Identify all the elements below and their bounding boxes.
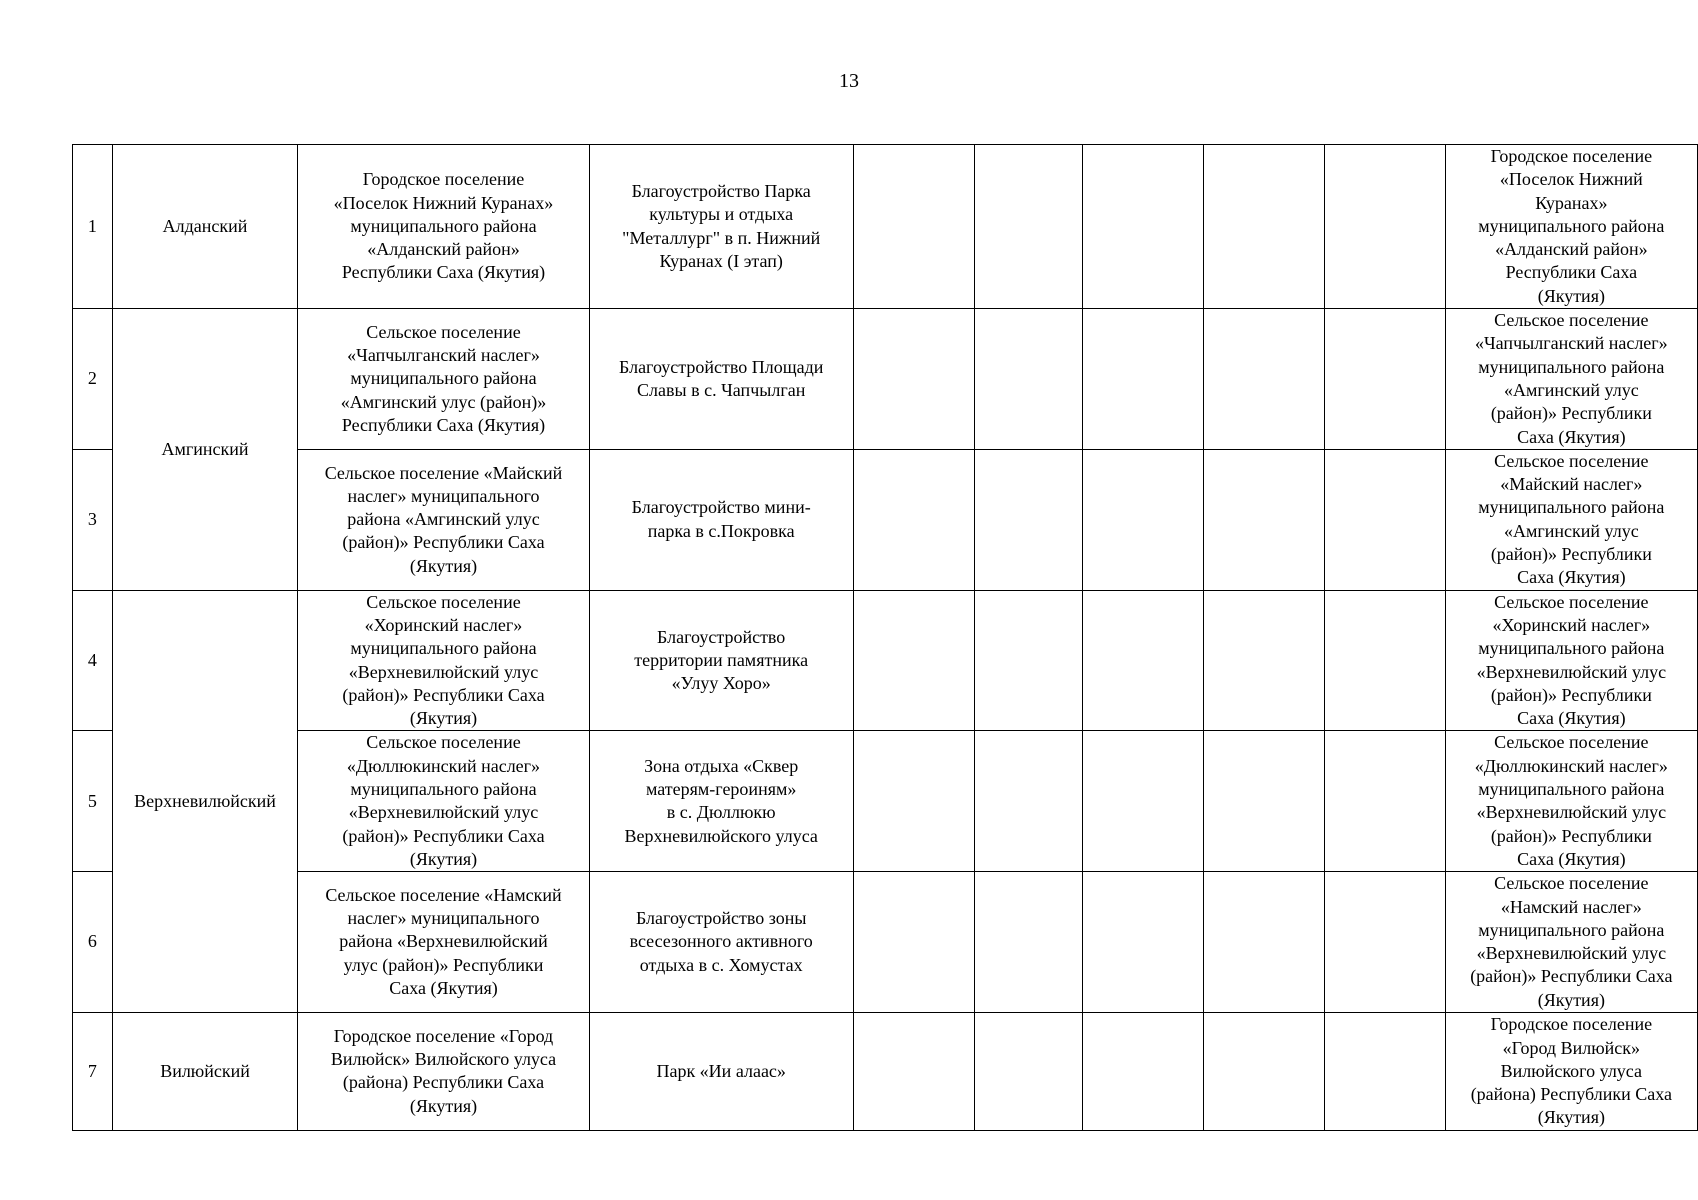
empty-cell	[1204, 1012, 1325, 1130]
executor-cell: Сельское поселение «Намский наслег» муниципального района «Верхневилюйский улус (район)» Республики Саха (Якутия)	[1445, 872, 1697, 1013]
empty-cell	[1324, 731, 1445, 872]
executor-cell: Городское поселение «Город Вилюйск» Вилюйского улуса (района) Республики Саха (Якутия)	[1445, 1012, 1697, 1130]
empty-cell	[975, 590, 1083, 731]
empty-cell	[975, 449, 1083, 590]
empty-cell	[1083, 872, 1204, 1013]
settlement-cell: Городское поселение «Поселок Нижний Куранах» муниципального района «Алданский район» Республики Саха (Якутия)	[298, 145, 589, 309]
table-row	[73, 731, 1698, 872]
empty-cell	[1204, 731, 1325, 872]
empty-cell	[1083, 449, 1204, 590]
empty-cell	[1324, 872, 1445, 1013]
empty-cell	[975, 872, 1083, 1013]
empty-cell	[975, 145, 1083, 309]
table-row	[73, 590, 1698, 731]
executor-cell: Сельское поселение «Чапчылганский наслег» муниципального района «Амгинский улус (район)» Республики Саха (Якутия)	[1445, 309, 1697, 450]
district-cell: Алданский	[112, 145, 298, 309]
empty-cell	[853, 145, 975, 309]
page-number: 13	[839, 70, 859, 92]
project-cell: Благоустройство мини- парка в с.Покровка	[589, 449, 853, 590]
executor-cell: Сельское поселение «Майский наслег» муниципального района «Амгинский улус (район)» Республики Саха (Якутия)	[1445, 449, 1697, 590]
empty-cell	[975, 309, 1083, 450]
settlement-cell: Сельское поселение «Намский наслег» муниципального района «Верхневилюйский улус (район)» Республики Саха (Якутия)	[298, 872, 589, 1013]
district-cell: Верхневилюйский	[112, 590, 298, 1012]
table-row	[73, 145, 1698, 309]
empty-cell	[1324, 309, 1445, 450]
empty-cell	[1204, 449, 1325, 590]
table-row	[73, 449, 1698, 590]
empty-cell	[1204, 590, 1325, 731]
project-cell: Благоустройство Парка культуры и отдыха "Металлург" в п. Нижний Куранах (I этап)	[589, 145, 853, 309]
projects-table	[72, 144, 1698, 1131]
empty-cell	[1083, 590, 1204, 731]
empty-cell	[853, 872, 975, 1013]
row-number-cell: 6	[73, 872, 113, 1013]
project-cell: Благоустройство территории памятника «Улуу Хоро»	[589, 590, 853, 731]
row-number-cell: 3	[73, 449, 113, 590]
table-row	[73, 309, 1698, 450]
table-row	[73, 872, 1698, 1013]
project-cell: Благоустройство зоны всесезонного активного отдыха в с. Хомустах	[589, 872, 853, 1013]
empty-cell	[1204, 872, 1325, 1013]
empty-cell	[1083, 1012, 1204, 1130]
settlement-cell: Сельское поселение «Дюллюкинский наслег» муниципального района «Верхневилюйский улус (район)» Республики Саха (Якутия)	[298, 731, 589, 872]
settlement-cell: Городское поселение «Город Вилюйск» Вилюйского улуса (района) Республики Саха (Якутия)	[298, 1012, 589, 1130]
empty-cell	[975, 1012, 1083, 1130]
settlement-cell: Сельское поселение «Хоринский наслег» муниципального района «Верхневилюйский улус (район)» Республики Саха (Якутия)	[298, 590, 589, 731]
table-row	[73, 1012, 1698, 1130]
empty-cell	[1083, 145, 1204, 309]
district-cell: Амгинский	[112, 309, 298, 591]
row-number-cell: 5	[73, 731, 113, 872]
empty-cell	[1324, 449, 1445, 590]
settlement-cell: Сельское поселение «Майский наслег» муниципального района «Амгинский улус (район)» Республики Саха (Якутия)	[298, 449, 589, 590]
row-number-cell: 1	[73, 145, 113, 309]
settlement-cell: Сельское поселение «Чапчылганский наслег» муниципального района «Амгинский улус (район)» Республики Саха (Якутия)	[298, 309, 589, 450]
empty-cell	[853, 731, 975, 872]
empty-cell	[1204, 145, 1325, 309]
empty-cell	[1324, 590, 1445, 731]
empty-cell	[853, 590, 975, 731]
project-cell: Зона отдыха «Сквер матерям-героиням» в с. Дюллюкю Верхневилюйского улуса	[589, 731, 853, 872]
empty-cell	[1324, 145, 1445, 309]
executor-cell: Сельское поселение «Хоринский наслег» муниципального района «Верхневилюйский улус (район)» Республики Саха (Якутия)	[1445, 590, 1697, 731]
row-number-cell: 4	[73, 590, 113, 731]
empty-cell	[1083, 309, 1204, 450]
empty-cell	[1324, 1012, 1445, 1130]
project-cell: Парк «Ии алаас»	[589, 1012, 853, 1130]
empty-cell	[975, 731, 1083, 872]
district-cell: Вилюйский	[112, 1012, 298, 1130]
empty-cell	[853, 1012, 975, 1130]
empty-cell	[853, 309, 975, 450]
executor-cell: Городское поселение «Поселок Нижний Куранах» муниципального района «Алданский район» Республики Саха (Якутия)	[1445, 145, 1697, 309]
empty-cell	[1083, 731, 1204, 872]
row-number-cell: 7	[73, 1012, 113, 1130]
project-cell: Благоустройство Площади Славы в с. Чапчылган	[589, 309, 853, 450]
empty-cell	[1204, 309, 1325, 450]
empty-cell	[853, 449, 975, 590]
executor-cell: Сельское поселение «Дюллюкинский наслег» муниципального района «Верхневилюйский улус (район)» Республики Саха (Якутия)	[1445, 731, 1697, 872]
row-number-cell: 2	[73, 309, 113, 450]
